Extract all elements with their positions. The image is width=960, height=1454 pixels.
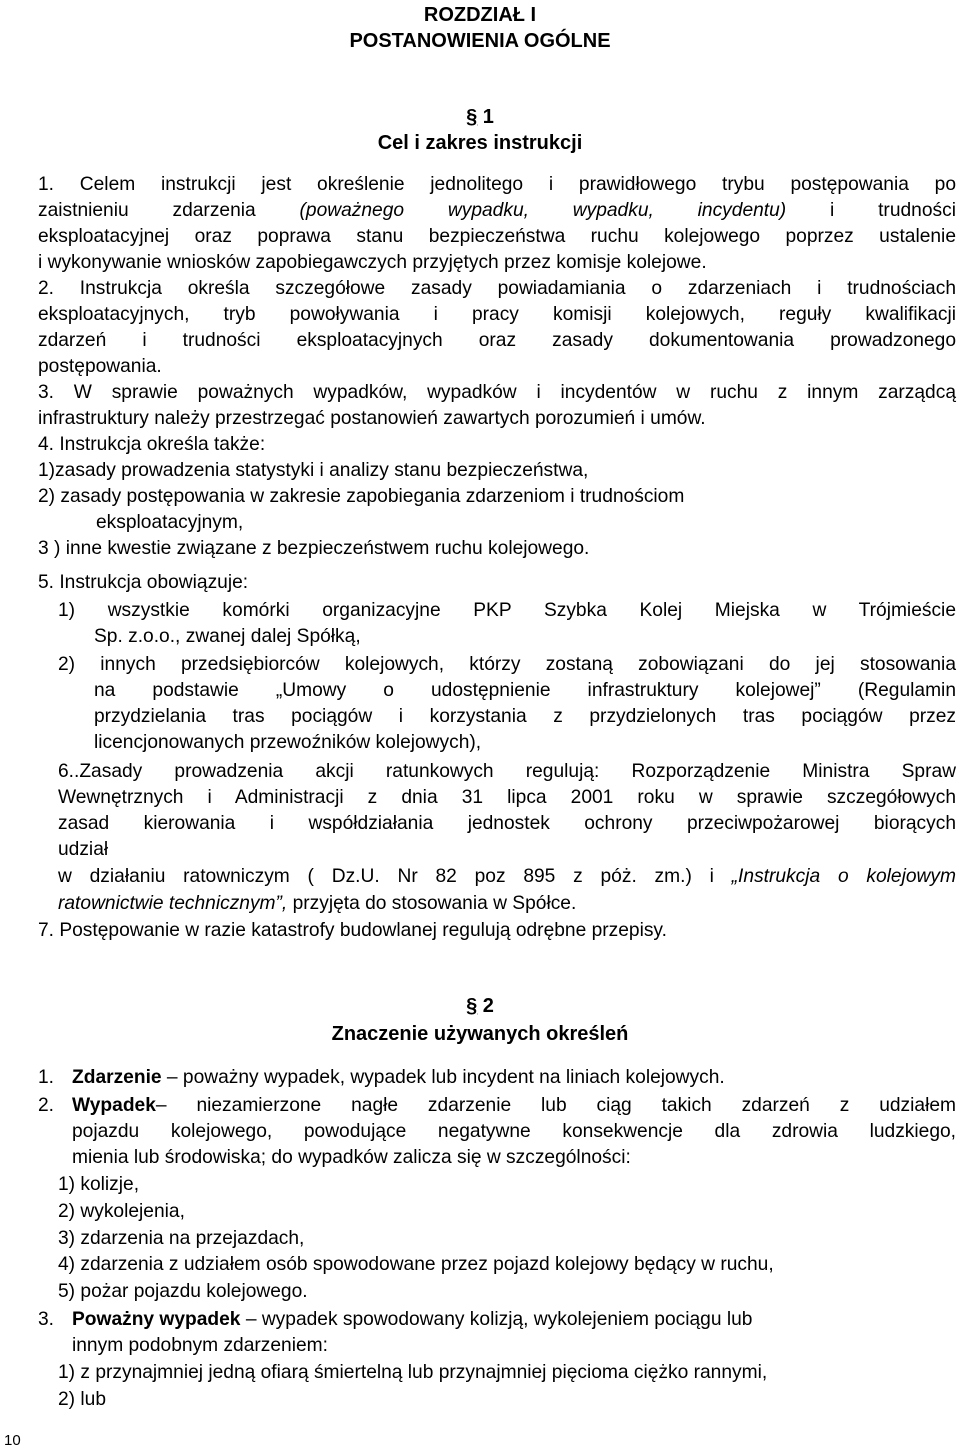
paragraph-line: zaistnieniu zdarzenia (poważnego wypadku, wypadku, incydentu) i trudności xyxy=(38,200,956,221)
definition-term: Poważny wypadek xyxy=(72,1309,241,1330)
list-item: 2) innych przedsiębiorców kolejowych, którzy zostaną zobowiązani do jej stosowania xyxy=(58,654,956,675)
list-item-continuation: na podstawie „Umowy o udostępnienie infrastruktury kolejowej” (Regulamin xyxy=(94,680,956,701)
list-item: 2) lub xyxy=(58,1389,106,1410)
section-symbol: § xyxy=(466,995,478,1017)
paragraph-line: Wewnętrznych i Administracji z dnia 31 lipca 2001 roku w sprawie szczegółowych xyxy=(58,787,956,808)
section-2-heading xyxy=(0,993,960,1019)
definition-line: innym podobnym zdarzeniem: xyxy=(72,1335,328,1356)
paragraph-line: w działaniu ratowniczym ( Dz.U. Nr 82 poz 895 z póż. zm.) i „Instrukcja o kolejowym xyxy=(58,866,956,887)
section-number: 2 xyxy=(482,995,494,1017)
definition-line: Zdarzenie – poważny wypadek, wypadek lub incydent na liniach kolejowych. xyxy=(72,1067,725,1088)
paragraph-line: 3. W sprawie poważnych wypadków, wypadków i incydentów w ruchu z innym zarządcą xyxy=(38,382,956,403)
definition-line: Wypadek– niezamierzone nagłe zdarzenie lub ciąg takich zdarzeń z udziałem xyxy=(72,1095,956,1116)
section-1-title: Cel i zakres instrukcji xyxy=(377,132,583,154)
list-item: 3) zdarzenia na przejazdach, xyxy=(58,1228,305,1249)
page-number: 10 xyxy=(4,1432,21,1449)
list-item: 1)zasady prowadzenia statystyki i analizy stanu bezpieczeństwa, xyxy=(38,460,589,481)
paragraph-line: eksploatacyjnych, tryb powoływania i pracy komisji kolejowych, reguły kwalifikacji xyxy=(38,304,956,325)
definition-term: Wypadek xyxy=(72,1095,156,1116)
paragraph-line: 7. Postępowanie w razie katastrofy budowlanej regulują odrębne przepisy. xyxy=(38,920,667,941)
chapter-name: POSTANOWIENIA OGÓLNE xyxy=(349,30,611,52)
list-item: 1) z przynajmniej jedną ofiarą śmiertelną lub przynajmniej pięcioma ciężko rannymi, xyxy=(58,1362,768,1383)
list-item-continuation: licencjonowanych przewoźników kolejowych), xyxy=(94,732,482,753)
definition-number: 2. xyxy=(38,1095,55,1116)
paragraph-line: ratownictwie technicznym”, przyjęta do stosowania w Spółce. xyxy=(58,893,577,914)
list-item: 2) zasady postępowania w zakresie zapobiegania zdarzeniom i trudnościom xyxy=(38,486,685,507)
definition-number: 3. xyxy=(38,1309,55,1330)
definition-line: pojazdu kolejowego, powodujące negatywne konsekwencje dla zdrowia ludzkiego, xyxy=(72,1121,956,1142)
list-item: 2) wykolejenia, xyxy=(58,1201,185,1222)
definition-line: Poważny wypadek – wypadek spowodowany kolizją, wykolejeniem pociągu lub xyxy=(72,1309,753,1330)
paragraph-lead: 4. Instrukcja określa także: xyxy=(38,434,266,455)
section-number: 1 xyxy=(482,106,494,128)
paragraph-line: 6..Zasady prowadzenia akcji ratunkowych regulują: Rozporządzenie Ministra Spraw xyxy=(58,761,956,782)
list-item: 1) wszystkie komórki organizacyjne PKP Szybka Kolej Miejska w Trójmieście xyxy=(58,600,956,621)
list-item-continuation: Sp. z.o.o., zwanej dalej Spółką, xyxy=(94,626,361,647)
paragraph-line: 1. Celem instrukcji jest określenie jednolitego i prawidłowego trybu postępowania po xyxy=(38,174,956,195)
definition-number: 1. xyxy=(38,1067,55,1088)
list-item: 3 ) inne kwestie związane z bezpieczeństwem ruchu kolejowego. xyxy=(38,538,590,559)
paragraph-line: postępowania. xyxy=(38,356,162,377)
definition-term: Zdarzenie xyxy=(72,1067,162,1088)
list-item: 4) zdarzenia z udziałem osób spowodowane przez pojazd kolejowy będący w ruchu, xyxy=(58,1254,774,1275)
paragraph-line: infrastruktury należy przestrzegać postanowień zawartych porozumień i umów. xyxy=(38,408,706,429)
list-item: 1) kolizje, xyxy=(58,1174,140,1195)
section-2-title: Znaczenie używanych określeń xyxy=(331,1023,629,1045)
section-1-heading xyxy=(0,104,960,130)
paragraph-line: udział xyxy=(58,839,109,860)
list-item-continuation: eksploatacyjnym, xyxy=(96,512,244,533)
definition-line: mienia lub środowiska; do wypadków zalicza się w szczególności: xyxy=(72,1147,631,1168)
paragraph-line: zasad kierowania i współdziałania jednostek ochrony przeciwpożarowej biorących xyxy=(58,813,956,834)
list-item: 5) pożar pojazdu kolejowego. xyxy=(58,1281,308,1302)
paragraph-line: zdarzeń i trudności eksploatacyjnych oraz zasady dokumentowania prowadzonego xyxy=(38,330,956,351)
chapter-label: ROZDZIAŁ I xyxy=(423,4,537,26)
paragraph-lead: 5. Instrukcja obowiązuje: xyxy=(38,572,249,593)
section-symbol: § xyxy=(466,106,478,128)
list-item-continuation: przydzielania tras pociągów i korzystania z przydzielonych tras pociągów przez xyxy=(94,706,956,727)
paragraph-line: 2. Instrukcja określa szczegółowe zasady powiadamiania o zdarzeniach i trudnościach xyxy=(38,278,956,299)
paragraph-line: i wykonywanie wniosków zapobiegawczych przyjętych przez komisje kolejowe. xyxy=(38,252,707,273)
paragraph-line: eksploatacyjnej oraz poprawa stanu bezpieczeństwa ruchu kolejowego poprzez ustalenie xyxy=(38,226,956,247)
